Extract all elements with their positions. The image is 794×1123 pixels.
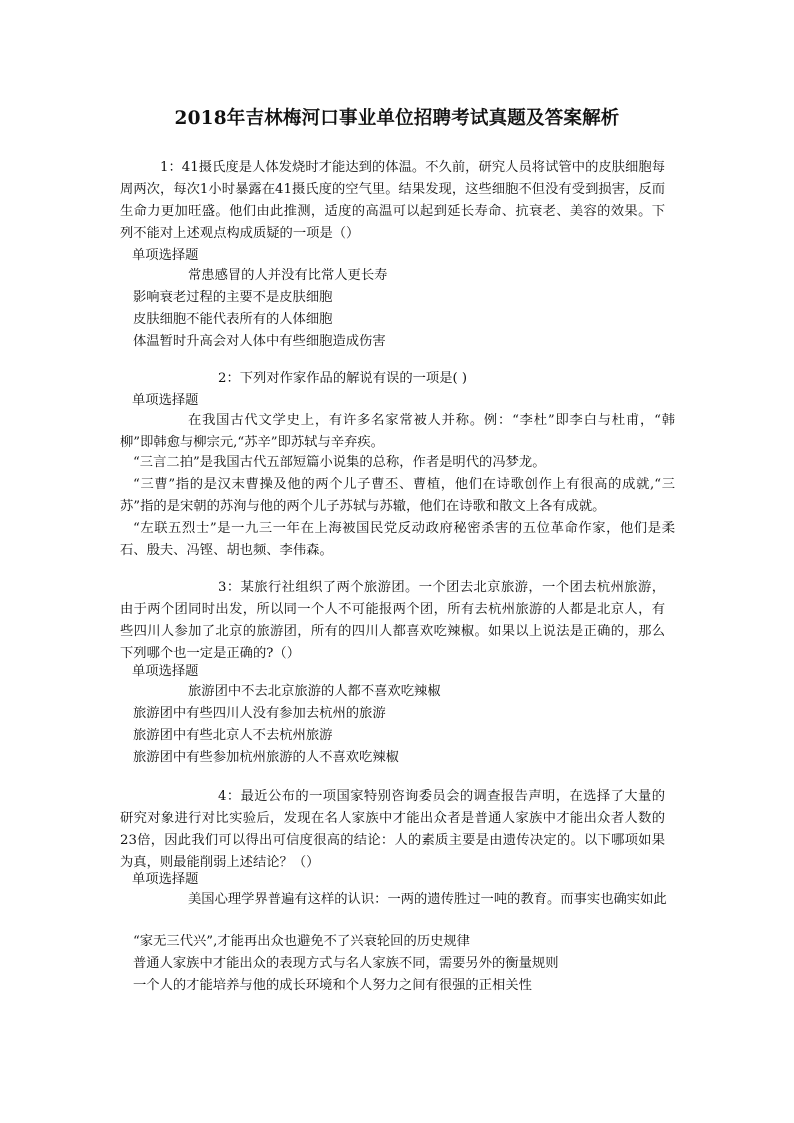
question-2-option-c: “三曹”指的是汉末曹操及他的两个儿子曹丕、曹植，他们在诗歌创作上有很高的成就,“三苏”指的是宋朝的苏洵与他的两个儿子苏轼与苏辙，他们在诗歌和散文上各有成就。 [120, 477, 675, 514]
question-4-option-d: 一个人的才能培养与他的成长环境和个人努力之间有很强的正相关性 [133, 978, 532, 993]
question-3-option-a: 旅游团中不去北京旅游的人都不喜欢吃辣椒 [188, 684, 441, 699]
question-2-option-a: 在我国古代文学史上，有许多名家常被人并称。例：“李杜”即李白与杜甫，“韩柳”即韩愈与柳宗元,“苏辛”即苏轼与辛弃疾。 [120, 413, 675, 450]
question-3-option-d: 旅游团中有些参加杭州旅游的人不喜欢吃辣椒 [133, 750, 399, 765]
question-1-option-d: 体温暂时升高会对人体中有些细胞造成伤害 [133, 334, 386, 349]
question-2-stem: 2：下列对作家作品的解说有误的一项是( ) [218, 371, 468, 386]
question-3-option-b: 旅游团中有些四川人没有参加去杭州的旅游 [133, 706, 386, 721]
question-1-stem: 1：41摄氏度是人体发烧时才能达到的体温。不久前，研究人员将试管中的皮肤细胞每周两次，每次1小时暴露在41摄氏度的空气里。结果发现，这些细胞不但没有受到损害，反而生命力更加旺盛。他们由此推测，适度的高温可以起到延长寿命、抗衰老、美容的效果。下列不能对上述观点构成质疑的一项是（） [120, 160, 665, 241]
question-4-option-c: 普通人家族中才能出众的表现方式与名人家族不同，需要另外的衡量规则 [133, 956, 559, 971]
question-2-option-b: “三言二拍”是我国古代五部短篇小说集的总称，作者是明代的冯梦龙。 [133, 455, 546, 470]
question-3-stem: 3：某旅行社组织了两个旅游团。一个团去北京旅游，一个团去杭州旅游，由于两个团同时出发，所以同一个人不可能报两个团，所有去杭州旅游的人都是北京人，有些四川人参加了北京的旅游团，所有的四川人都喜欢吃辣椒。如果以上说法是正确的，那么下列哪个也一定是正确的?（） [120, 580, 665, 661]
question-1-type: 单项选择题 [132, 248, 199, 263]
question-2-option-d: “左联五烈士”是一九三一年在上海被国民党反动政府秘密杀害的五位革命作家，他们是柔石、殷夫、冯铿、胡也频、李伟森。 [120, 521, 675, 558]
question-3-option-c: 旅游团中有些北京人不去杭州旅游 [133, 728, 333, 743]
question-3-type: 单项选择题 [132, 664, 199, 679]
question-4-option-b: “家无三代兴”,才能再出众也避免不了兴衰轮回的历史规律 [133, 934, 470, 949]
question-1-option-b: 影响衰老过程的主要不是皮肤细胞 [133, 290, 333, 305]
question-2-type: 单项选择题 [132, 393, 199, 408]
question-4-option-a: 美国心理学界普遍有这样的认识：一两的遗传胜过一吨的教育。而事实也确实如此 [188, 892, 667, 907]
question-1-option-a: 常患感冒的人并没有比常人更长寿 [188, 268, 388, 283]
question-4-stem: 4：最近公布的一项国家特别咨询委员会的调查报告声明，在选择了大量的研究对象进行对比实验后，发现在名人家族中才能出众者是普通人家族中才能出众者人数的23倍，因此我们可以得出可信度很高的结论：人的素质主要是由遗传决定的。以下哪项如果为真，则最能削弱上述结论？（） [120, 789, 665, 870]
question-1-option-c: 皮肤细胞不能代表所有的人体细胞 [133, 312, 333, 327]
document-title: 2018年吉林梅河口事业单位招聘考试真题及答案解析 [174, 108, 620, 129]
question-4-type: 单项选择题 [132, 872, 199, 887]
